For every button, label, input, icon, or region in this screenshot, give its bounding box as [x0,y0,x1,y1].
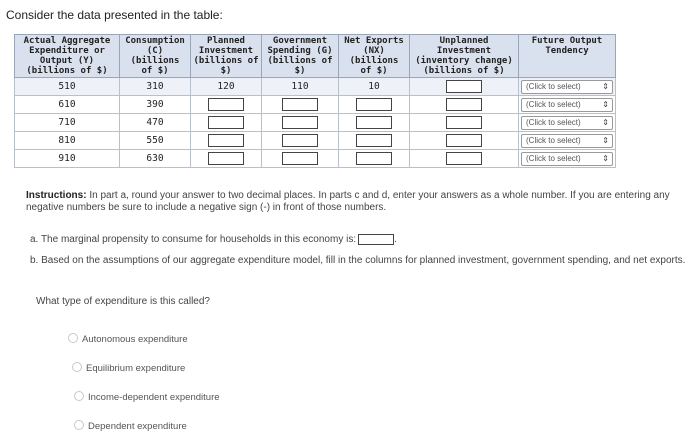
cell-output: 610 [15,96,120,114]
government-spending-input[interactable] [282,152,318,165]
select-arrow-icon: ⇕ [602,81,609,91]
cell-consumption: 550 [120,132,191,150]
select-arrow-icon: ⇕ [602,135,609,145]
government-spending-input[interactable] [282,134,318,147]
net-exports-input[interactable] [356,116,392,129]
cell-consumption: 630 [120,150,191,168]
intro-text: Consider the data presented in the table: [6,8,223,22]
option-income-dependent[interactable]: Income-dependent expenditure [74,391,220,403]
table-row [15,78,616,96]
tendency-select[interactable]: (Click to select) ⇕ [521,152,613,166]
part-a: a. The marginal propensity to consume for households in this economy is: . [30,234,397,246]
unplanned-investment-input[interactable] [446,98,482,111]
cell-output: 910 [15,150,120,168]
cell-planned-investment: 120 [191,78,262,96]
table-row [15,114,616,132]
table-header-row [15,35,616,78]
unplanned-investment-input[interactable] [446,152,482,165]
unplanned-investment-input[interactable] [446,80,482,93]
tendency-select[interactable]: (Click to select) ⇕ [521,80,613,94]
table-row [15,96,616,114]
header-government-spending: Government Spending (G) (billions of $) [262,35,339,78]
cell-government-spending: 110 [262,78,339,96]
cell-output: 810 [15,132,120,150]
planned-investment-input[interactable] [208,98,244,111]
select-arrow-icon: ⇕ [602,153,609,163]
question-text: What type of expenditure is this called? [36,296,210,307]
planned-investment-input[interactable] [208,134,244,147]
header-net-exports: Net Exports (NX) (billions of $) [339,35,410,78]
radio-icon[interactable] [74,420,84,430]
net-exports-input[interactable] [356,152,392,165]
cell-output: 510 [15,78,120,96]
unplanned-investment-input[interactable] [446,134,482,147]
cell-net-exports: 10 [339,78,410,96]
part-b-text: b. Based on the assumptions of our aggregate expenditure model, fill in the columns for planned investment, government spending, and net exports. [30,255,686,266]
tendency-select[interactable]: (Click to select) ⇕ [521,98,613,112]
net-exports-input[interactable] [356,134,392,147]
table-row [15,150,616,168]
header-future-output: Future Output Tendency [519,35,616,78]
select-arrow-icon: ⇕ [602,117,609,127]
tendency-select[interactable]: (Click to select) ⇕ [521,116,613,130]
cell-consumption: 470 [120,114,191,132]
instructions-text: In part a, round your answer to two decimal places. In parts c and d, enter your answers as a whole number. If you are entering any negative numbers be sure to include a negative sign (-) in front of those numbers. [26,190,670,213]
data-table [14,34,616,168]
tendency-select[interactable]: (Click to select) ⇕ [521,134,613,148]
cell-output: 710 [15,114,120,132]
header-consumption: Consumption (C) (billions of $) [120,35,191,78]
select-arrow-icon: ⇕ [602,99,609,109]
planned-investment-input[interactable] [208,116,244,129]
radio-icon[interactable] [72,362,82,372]
unplanned-investment-input[interactable] [446,116,482,129]
planned-investment-input[interactable] [208,152,244,165]
header-planned-investment: Planned Investment (billions of $) [191,35,262,78]
cell-consumption: 310 [120,78,191,96]
option-dependent[interactable]: Dependent expenditure [74,420,187,432]
cell-consumption: 390 [120,96,191,114]
part-a-text: a. The marginal propensity to consume for households in this economy is: [30,234,357,246]
option-autonomous[interactable]: Autonomous expenditure [68,333,188,345]
instructions-label: Instructions: [26,190,87,201]
government-spending-input[interactable] [282,116,318,129]
header-unplanned-investment: Unplanned Investment (inventory change) (billions of $) [410,35,519,78]
net-exports-input[interactable] [356,98,392,111]
radio-icon[interactable] [74,391,84,401]
option-equilibrium[interactable]: Equilibrium expenditure [72,362,185,374]
instructions [26,190,694,214]
table-row [15,132,616,150]
government-spending-input[interactable] [282,98,318,111]
radio-icon[interactable] [68,333,78,343]
mpc-input[interactable] [358,234,394,245]
header-output: Actual Aggregate Expenditure or Output (Y) (billions of $) [15,35,120,78]
